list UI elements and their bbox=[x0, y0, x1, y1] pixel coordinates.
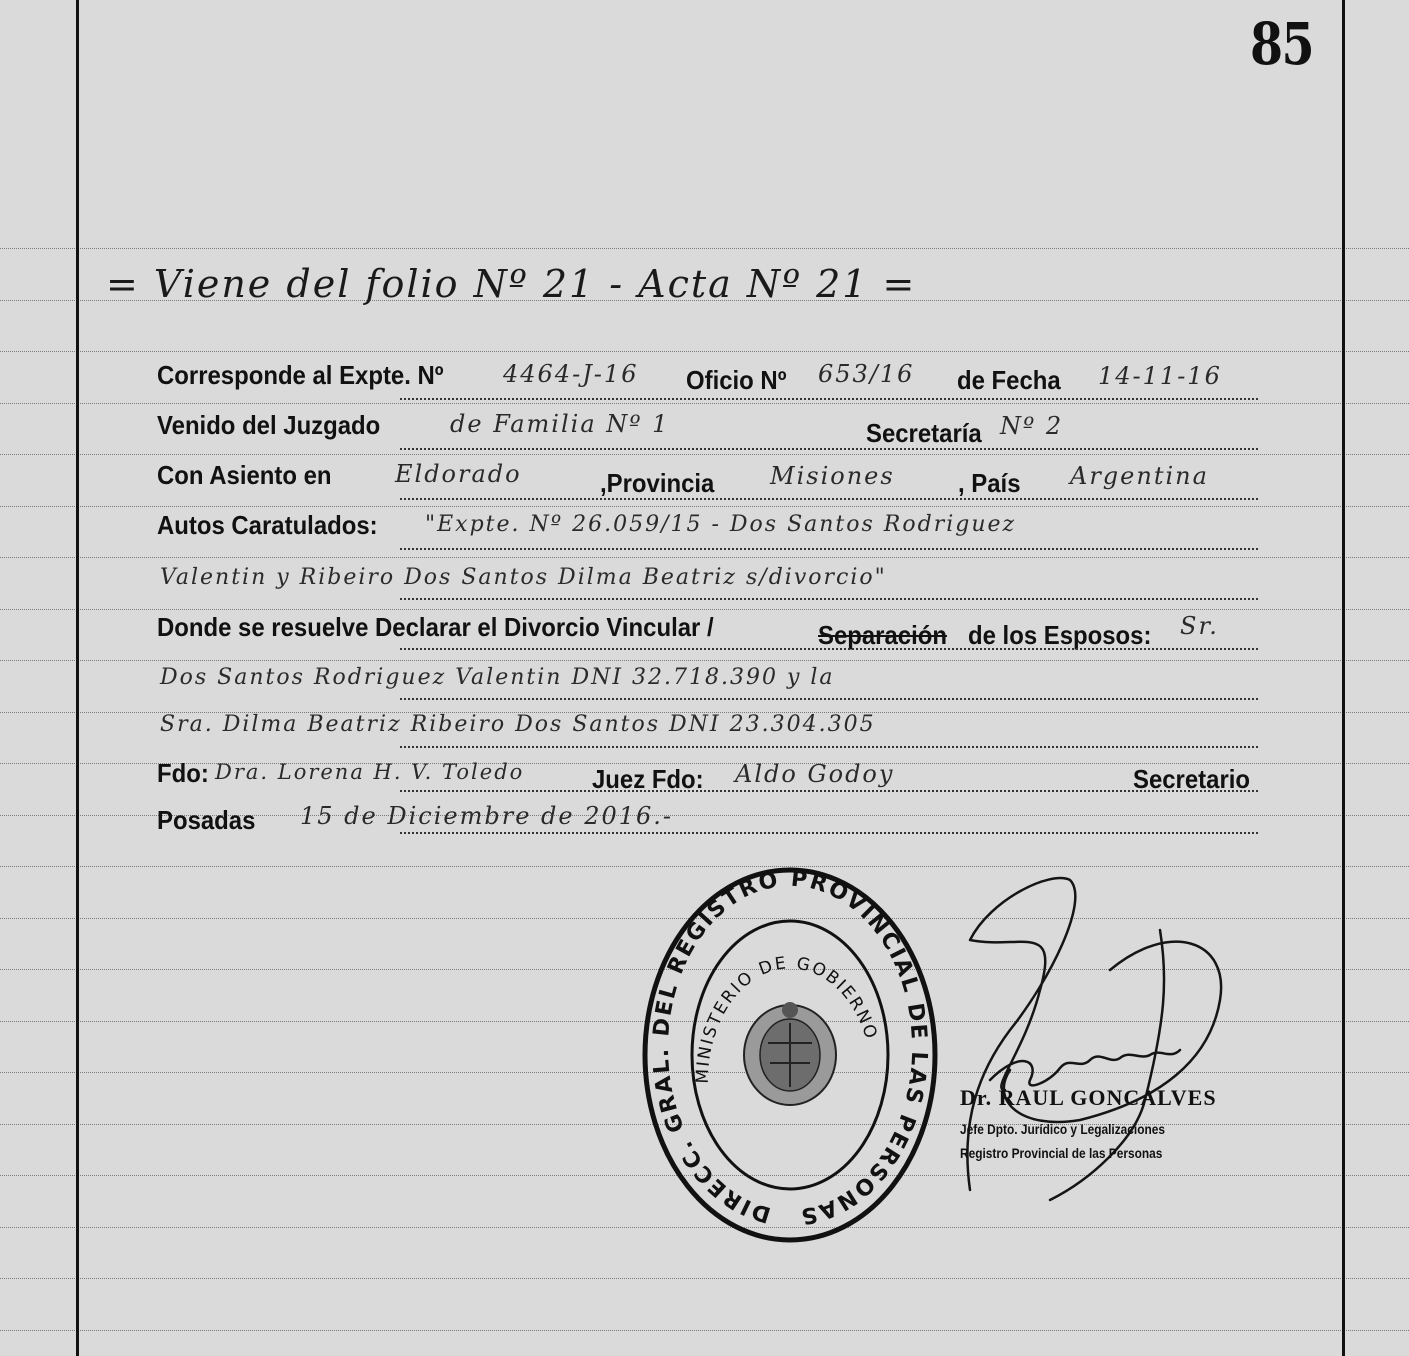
oficio-value: 653/16 bbox=[818, 360, 915, 388]
esposos-value-prefix: Sr. bbox=[1180, 612, 1219, 640]
row-juzgado bbox=[157, 410, 1257, 450]
juzgado-value: de Familia Nº 1 bbox=[450, 410, 670, 438]
form-leader-line bbox=[400, 548, 1258, 550]
signatory-block bbox=[960, 1085, 1217, 1161]
secretaria-value: Nº 2 bbox=[1000, 412, 1064, 440]
autos-label: Autos Caratulados: bbox=[157, 510, 378, 540]
signatory-name: Dr. RAUL GONCALVES bbox=[960, 1085, 1217, 1110]
ruled-line bbox=[0, 660, 1409, 661]
stamp-outer-text: DIRECC. GRAL. DEL REGISTRO PROVINCIAL DE LAS PERSONAS bbox=[648, 866, 932, 1229]
posadas-value: 15 de Diciembre de 2016.- bbox=[300, 802, 674, 830]
juzgado-label: Venido del Juzgado bbox=[157, 410, 381, 440]
juez-label: Juez Fdo: bbox=[592, 764, 704, 794]
ruled-line bbox=[0, 1278, 1409, 1279]
esposos-value-line2: Sra. Dilma Beatriz Ribeiro Dos Santos DNI 23.304.305 bbox=[160, 712, 876, 737]
autos-value-line1: "Expte. Nº 26.059/15 - Dos Santos Rodriguez bbox=[425, 512, 1017, 537]
ruled-line bbox=[0, 351, 1409, 352]
separacion-wrap bbox=[818, 620, 958, 660]
pais-value: Argentina bbox=[1070, 462, 1209, 490]
secretaria-label-wrap bbox=[866, 418, 992, 458]
right-margin-line bbox=[1342, 0, 1345, 1356]
form-leader-line bbox=[400, 746, 1258, 748]
left-margin-line bbox=[76, 0, 79, 1356]
asiento-value: Eldorado bbox=[395, 460, 522, 488]
pais-label-wrap bbox=[958, 468, 1026, 508]
folio-number: 85 bbox=[1250, 10, 1313, 78]
coat-of-arms-icon bbox=[744, 1002, 836, 1105]
secretaria-label: Secretaría bbox=[866, 418, 982, 448]
ruled-line bbox=[0, 1330, 1409, 1331]
form-leader-line bbox=[400, 448, 1258, 450]
provincia-label-wrap bbox=[600, 468, 724, 508]
ruled-line bbox=[0, 248, 1409, 249]
pais-label: , País bbox=[958, 468, 1021, 498]
ruled-line bbox=[0, 454, 1409, 455]
posadas-label: Posadas bbox=[157, 805, 256, 835]
form-leader-line bbox=[400, 498, 1258, 500]
form-leader-line bbox=[400, 832, 1258, 834]
juez-label-wrap bbox=[592, 764, 713, 804]
ruled-line bbox=[0, 557, 1409, 558]
autos-value-line2: Valentin y Ribeiro Dos Santos Dilma Beatriz s/divorcio" bbox=[160, 565, 887, 590]
fdo-secretario-value: Aldo Godoy bbox=[735, 760, 895, 788]
fdo-label: Fdo: bbox=[157, 758, 209, 788]
separacion-label: Separación bbox=[818, 620, 947, 650]
secretario-label-wrap bbox=[1133, 764, 1260, 804]
resuelve-label: Donde se resuelve Declarar el Divorcio Vincular / bbox=[157, 612, 714, 642]
provincia-label: ,Provincia bbox=[600, 468, 715, 498]
esposos-label: de los Esposos: bbox=[968, 620, 1152, 650]
asiento-label: Con Asiento en bbox=[157, 460, 332, 490]
esposos-label-wrap bbox=[968, 620, 1167, 660]
stamp-inner-text: MINISTERIO DE GOBIERNO bbox=[692, 953, 882, 1084]
secretario-label: Secretario bbox=[1133, 764, 1251, 794]
fecha-label: de Fecha bbox=[957, 365, 1061, 395]
form-leader-line bbox=[400, 790, 1258, 792]
fdo-juez-value: Dra. Lorena H. V. Toledo bbox=[215, 760, 525, 784]
form-leader-line bbox=[400, 398, 1258, 400]
ruled-line bbox=[0, 609, 1409, 610]
esposos-value-line1: Dos Santos Rodriguez Valentin DNI 32.718.390 y la bbox=[160, 665, 835, 690]
signatory-position: Jefe Dpto. Jurídico y Legalizaciones bbox=[960, 1121, 1166, 1137]
expte-value: 4464-J-16 bbox=[503, 360, 639, 388]
fecha-value: 14-11-16 bbox=[1098, 362, 1222, 390]
form-leader-line bbox=[400, 648, 1258, 650]
form-leader-line bbox=[400, 698, 1258, 700]
form-leader-line bbox=[400, 598, 1258, 600]
official-seal-stamp bbox=[640, 865, 940, 1245]
header-note: = Viene del folio Nº 21 - Acta Nº 21 = bbox=[106, 262, 917, 306]
provincia-value: Misiones bbox=[770, 462, 895, 490]
signatory-office: Registro Provincial de las Personas bbox=[960, 1145, 1163, 1161]
oficio-label: Oficio Nº bbox=[686, 365, 787, 395]
expte-label: Corresponde al Expte. Nº bbox=[157, 360, 444, 390]
